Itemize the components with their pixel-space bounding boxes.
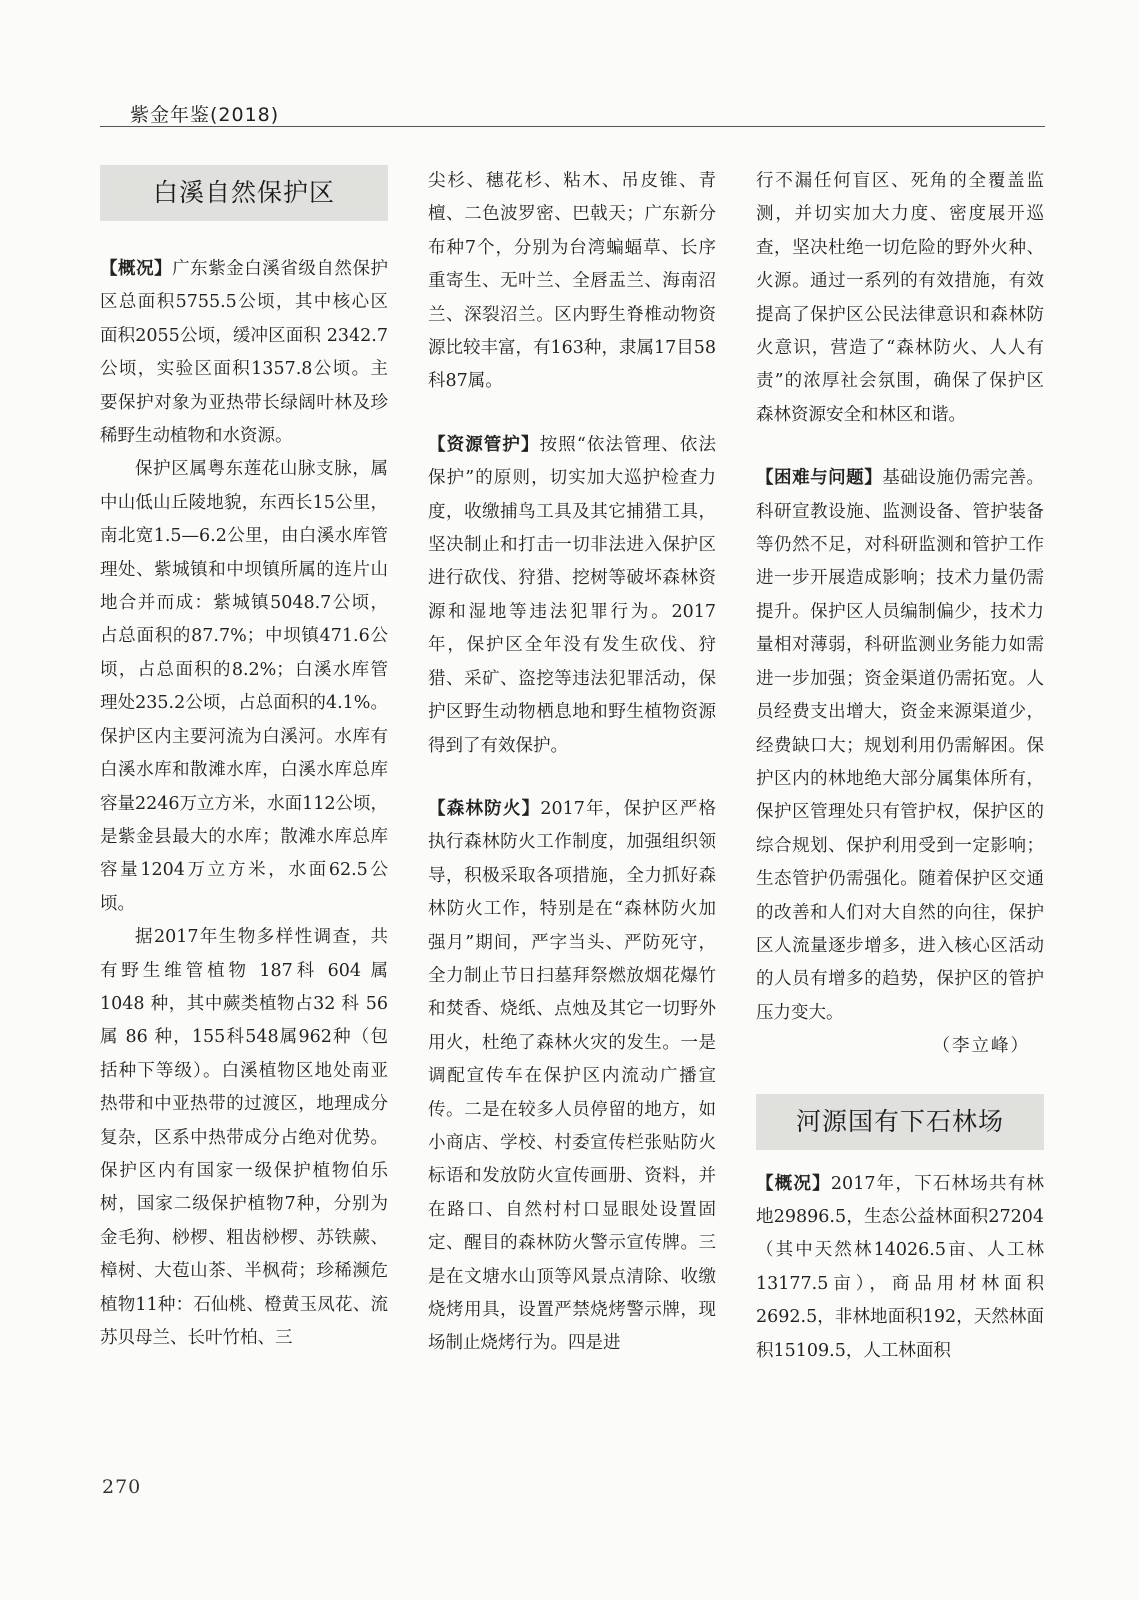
paragraph-geography: 保护区属粤东莲花山脉支脉，属中山低山丘陵地貌，东西长15公里，南北宽1.5—6.2公里，由白溪水库管理处、紫城镇和中坝镇所属的连片山地合并而成：紫城镇5048.7公顷，占总面积的87.7%；中坝镇471.6公顷，占总面积的8.2%；白溪水库管理处235.2公顷，占总面积的4.1%。保护区内主要河流为白溪河。水库有白溪水库和散滩水库，白溪水库总库容量2246万立方米，水面112公顷，是紫金县最大的水库；散滩水库总库容量1204万立方米，水面62.5公顷。 — [100, 459, 388, 914]
column-2 — [428, 165, 716, 1361]
paragraph-fire-continued: 行不漏任何盲区、死角的全覆盖监测，并切实加大力度、密度展开巡查，坚决杜绝一切危险的野外火种、火源。通过一系列的有效措施，有效提高了保护区公民法律意识和森林防火意识，营造了“森林防火、人人有责”的浓厚社会氛围，确保了保护区森林资源安全和林区和谐。 — [756, 171, 1044, 425]
tag-fire-prevention: 【森林防火】 — [428, 798, 541, 819]
paragraph-difficulties — [756, 462, 1044, 1030]
section-title-baixi: 白溪自然保护区 — [100, 165, 388, 221]
running-header: 紫金年鉴(2018) — [130, 104, 280, 126]
tag-difficulties: 【困难与问题】 — [756, 468, 883, 489]
paragraph-xiashi-overview — [756, 1168, 1044, 1368]
tag-xiashi-overview: 【概况】 — [756, 1173, 831, 1194]
paragraph-xiashi-overview-text: 2017年，下石林场共有林地29896.5，生态公益林面积27204（其中天然林14026.5亩、人工林13177.5亩），商品用材林面积2692.5，非林地面积192，天然林面积15109.5，人工林面积 — [756, 1173, 1045, 1361]
header-rule — [100, 126, 1045, 127]
paragraph-overview — [100, 253, 388, 453]
paragraph-species-continued: 尖杉、穗花杉、粘木、吊皮锥、青檀、二色波罗密、巴戟天；广东新分布种7个，分别为台湾蝙蝠草、长序重寄生、无叶兰、全唇盂兰、海南沼兰、深裂沼兰。区内野生脊椎动物资源比较丰富，有163种，隶属17目58科87属。 — [428, 171, 716, 392]
paragraph-overview-text: 广东紫金白溪省级自然保护区总面积5755.5公顷，其中核心区面积2055公顷，缓冲区面积 2342.7公顷，实验区面积1357.8公顷。主要保护对象为亚热带长绿阔叶林及珍稀野生动植物和水资源。 — [100, 259, 389, 447]
column-1 — [100, 165, 388, 1355]
page-number: 270 — [102, 1476, 142, 1498]
paragraph-resource-management — [428, 429, 716, 763]
paragraph-difficulties-text: 基础设施仍需完善。科研宣教设施、监测设备、管护装备等仍然不足，对科研监测和管护工作进一步开展造成影响；技术力量仍需提升。保护区人员编制偏少，技术力量相对薄弱，科研监测业务能力如需进一步加强；资金渠道仍需拓宽。人员经费支出增大，资金来源渠道少，经费缺口大；规划利用仍需解困。保护区内的林地绝大部分属集体所有，保护区管理处只有管护权，保护区的综合规划、保护利用受到一定影响；生态管护仍需强化。随着保护区交通的改善和人们对大自然的向往，保护区人流量逐步增多，进入核心区活动的人员有增多的趋势，保护区的管护压力变大。 — [756, 468, 1045, 1023]
author-credit: （李立峰） — [932, 1036, 1030, 1057]
paragraph-resource-management-text: 按照“依法管理、依法保护”的原则，切实加大巡护检查力度，收缴捕鸟工具及其它捕猎工具，坚决制止和打击一切非法进入保护区进行砍伐、狩猎、挖树等破坏森林资源和湿地等违法犯罪行为。2017年，保护区全年没有发生砍伐、狩猎、采矿、盗挖等违法犯罪活动，保护区野生动物栖息地和野生植物资源得到了有效保护。 — [428, 434, 716, 756]
paragraph-biodiversity: 据2017年生物多样性调查，共有野生维管植物 187科 604 属 1048 种，其中蕨类植物占32 科 56 属 86 种，155科548属962种（包括种下等级）。白溪植物区地处南亚热带和中亚热带的过渡区，地理成分复杂，区系中热带成分占绝对优势。保护区内有国家一级保护植物伯乐树，国家二级保护植物7种，分别为金毛狗、桫椤、粗齿桫椤、苏铁蕨、樟树、大苞山茶、半枫荷；珍稀濒危植物11种：石仙桃、橙黄玉凤花、流苏贝母兰、长叶竹柏、三 — [100, 927, 388, 1348]
paragraph-fire-prevention — [428, 793, 716, 1361]
tag-resource-management: 【资源管护】 — [428, 434, 540, 455]
tag-overview: 【概况】 — [100, 259, 173, 279]
paragraph-fire-prevention-text: 2017年，保护区严格执行森林防火工作制度，加强组织领导，积极采取各项措施，全力抓好森林防火工作，特别是在“森林防火加强月”期间，严字当头、严防死守，全力制止节日扫墓拜祭燃放烟花爆竹和焚香、烧纸、点烛及其它一切野外用火，杜绝了森林火灾的发生。一是调配宣传车在保护区内流动广播宣传。二是在较多人员停留的地方，如小商店、学校、村委宣传栏张贴防火标语和发放防火宣传画册、资料，并在路口、自然村村口显眼处设置固定、醒目的森林防火警示宣传牌。三是在文塘水山顶等风景点清除、收缴烧烤用具，设置严禁烧烤警示牌，现场制止烧烤行为。四是进 — [428, 798, 717, 1354]
section-title-xiashi: 河源国有下石林场 — [756, 1094, 1044, 1150]
column-3 — [756, 165, 1044, 1368]
